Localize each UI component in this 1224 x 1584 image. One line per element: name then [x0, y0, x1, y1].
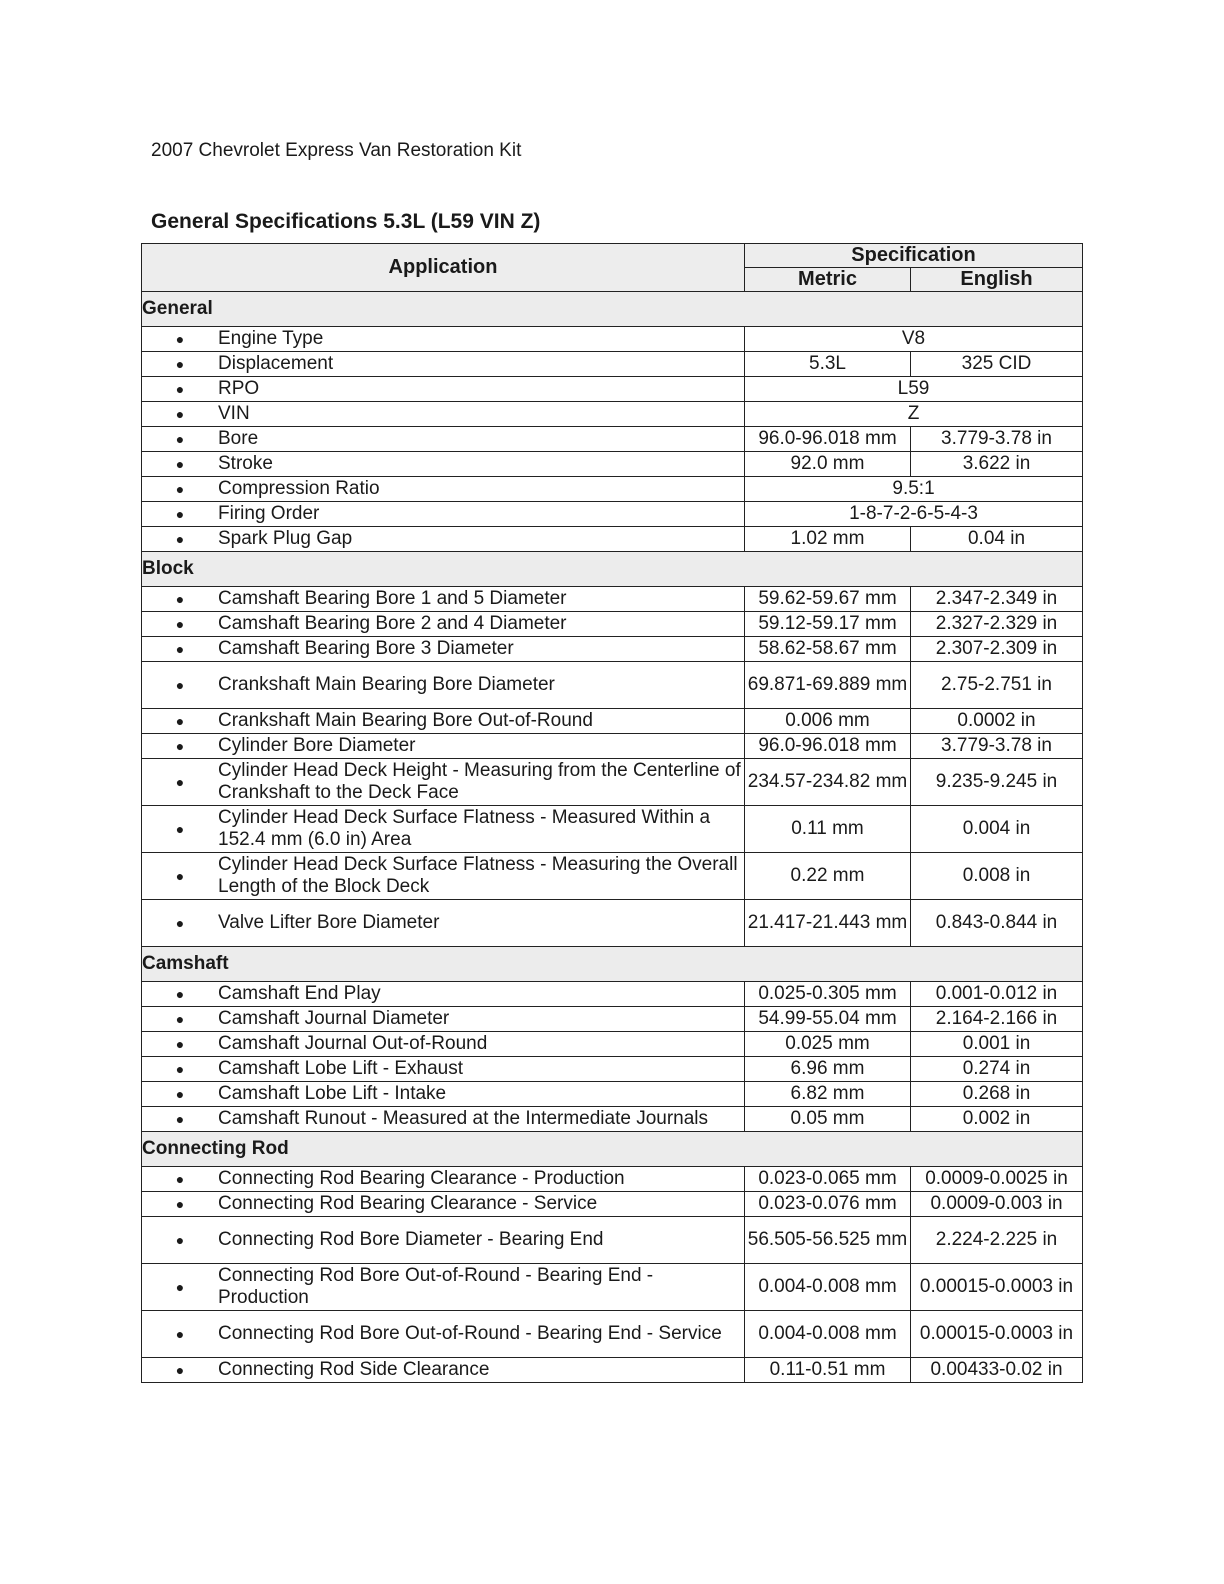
table-row — [142, 1358, 1083, 1383]
table-row — [142, 637, 1083, 662]
table-row — [142, 662, 1083, 709]
application-label: Camshaft Journal Diameter — [218, 1008, 450, 1029]
table-row — [142, 1057, 1083, 1082]
application-cell — [142, 1032, 745, 1057]
table-row — [142, 982, 1083, 1007]
bullet-icon: ● — [175, 1196, 185, 1212]
application-label: Connecting Rod Bearing Clearance - Production — [218, 1168, 625, 1189]
english-value: 2.347-2.349 in — [911, 587, 1083, 612]
english-value: 0.0009-0.003 in — [911, 1192, 1083, 1217]
application-cell — [142, 427, 745, 452]
application-cell — [142, 637, 745, 662]
english-value: 0.04 in — [911, 527, 1083, 552]
english-value: 2.75-2.751 in — [911, 662, 1083, 709]
metric-value: 56.505-56.525 mm — [745, 1217, 911, 1264]
section-row-general — [142, 292, 1083, 327]
application-cell — [142, 612, 745, 637]
bullet-icon: ● — [175, 506, 185, 522]
bullet-icon: ● — [175, 986, 185, 1002]
application-cell — [142, 1311, 745, 1358]
section-heading: Camshaft — [142, 947, 1083, 982]
bullet-icon: ● — [175, 677, 185, 693]
application-cell — [142, 900, 745, 947]
bullet-icon: ● — [175, 1111, 185, 1127]
specification-value: L59 — [745, 377, 1083, 402]
specification-value: V8 — [745, 327, 1083, 352]
english-value: 0.001-0.012 in — [911, 982, 1083, 1007]
application-label: Connecting Rod Bore Out-of-Round - Bearing End - Service — [218, 1323, 722, 1344]
english-value: 0.00433-0.02 in — [911, 1358, 1083, 1383]
bullet-icon: ● — [175, 406, 185, 422]
application-cell — [142, 1057, 745, 1082]
table-row — [142, 527, 1083, 552]
bullet-icon: ● — [175, 456, 185, 472]
metric-value: 0.11-0.51 mm — [745, 1358, 911, 1383]
specification-value: 1-8-7-2-6-5-4-3 — [745, 502, 1083, 527]
application-label: RPO — [218, 378, 260, 399]
english-value: 0.843-0.844 in — [911, 900, 1083, 947]
application-cell — [142, 1192, 745, 1217]
table-row — [142, 587, 1083, 612]
metric-value: 0.004-0.008 mm — [745, 1311, 911, 1358]
table-row — [142, 327, 1083, 352]
english-value: 0.001 in — [911, 1032, 1083, 1057]
metric-value: 59.62-59.67 mm — [745, 587, 911, 612]
bullet-icon: ● — [175, 1326, 185, 1342]
application-cell — [142, 853, 745, 900]
table-row — [142, 352, 1083, 377]
english-value: 0.0009-0.0025 in — [911, 1167, 1083, 1192]
metric-value: 96.0-96.018 mm — [745, 734, 911, 759]
bullet-icon: ● — [175, 738, 185, 754]
application-cell — [142, 1264, 745, 1311]
application-cell — [142, 502, 745, 527]
bullet-icon: ● — [175, 431, 185, 447]
table-row — [142, 402, 1083, 427]
application-label: Connecting Rod Side Clearance — [218, 1359, 490, 1380]
bullet-icon: ● — [175, 591, 185, 607]
application-cell — [142, 1217, 745, 1264]
metric-value: 6.82 mm — [745, 1082, 911, 1107]
metric-value: 1.02 mm — [745, 527, 911, 552]
specifications-table — [141, 243, 1083, 1383]
metric-value: 0.05 mm — [745, 1107, 911, 1132]
table-row — [142, 806, 1083, 853]
bullet-icon: ● — [175, 331, 185, 347]
english-value: 0.00015-0.0003 in — [911, 1311, 1083, 1358]
application-cell — [142, 527, 745, 552]
metric-value: 0.025 mm — [745, 1032, 911, 1057]
bullet-icon: ● — [175, 1086, 185, 1102]
application-cell — [142, 759, 745, 806]
table-row — [142, 900, 1083, 947]
bullet-icon: ● — [175, 915, 185, 931]
metric-value: 0.023-0.076 mm — [745, 1192, 911, 1217]
bullet-icon: ● — [175, 481, 185, 497]
metric-value: 6.96 mm — [745, 1057, 911, 1082]
application-cell — [142, 377, 745, 402]
application-label: Valve Lifter Bore Diameter — [218, 912, 440, 933]
application-cell — [142, 806, 745, 853]
metric-value: 0.025-0.305 mm — [745, 982, 911, 1007]
metric-value: 0.22 mm — [745, 853, 911, 900]
application-cell — [142, 709, 745, 734]
table-row — [142, 1007, 1083, 1032]
bullet-icon: ● — [175, 531, 185, 547]
english-value: 0.274 in — [911, 1057, 1083, 1082]
application-header: Application — [142, 244, 745, 292]
application-label: Cylinder Head Deck Surface Flatness - Measuring the Overall Length of the Block Deck — [218, 854, 738, 897]
table-row — [142, 427, 1083, 452]
specifications-body — [142, 292, 1083, 1383]
application-label: VIN — [218, 403, 250, 424]
metric-value: 234.57-234.82 mm — [745, 759, 911, 806]
section-heading: Connecting Rod — [142, 1132, 1083, 1167]
metric-value: 59.12-59.17 mm — [745, 612, 911, 637]
bullet-icon: ● — [175, 1171, 185, 1187]
bullet-icon: ● — [175, 641, 185, 657]
application-label: Crankshaft Main Bearing Bore Diameter — [218, 674, 555, 695]
english-header: English — [911, 268, 1083, 292]
section-heading: General — [142, 292, 1083, 327]
application-cell — [142, 734, 745, 759]
table-row — [142, 759, 1083, 806]
table-row — [142, 1192, 1083, 1217]
metric-value: 96.0-96.018 mm — [745, 427, 911, 452]
english-value: 0.0002 in — [911, 709, 1083, 734]
table-row — [142, 502, 1083, 527]
table-row — [142, 377, 1083, 402]
table-row — [142, 1082, 1083, 1107]
table-row — [142, 477, 1083, 502]
english-value: 2.307-2.309 in — [911, 637, 1083, 662]
bullet-icon: ● — [175, 1232, 185, 1248]
application-label: Camshaft Runout - Measured at the Intermediate Journals — [218, 1108, 709, 1129]
application-cell — [142, 1107, 745, 1132]
application-label: Connecting Rod Bore Diameter - Bearing End — [218, 1229, 604, 1250]
application-cell — [142, 662, 745, 709]
section-row-block — [142, 552, 1083, 587]
english-value: 0.008 in — [911, 853, 1083, 900]
section-heading: Block — [142, 552, 1083, 587]
bullet-icon: ● — [175, 1061, 185, 1077]
metric-value: 58.62-58.67 mm — [745, 637, 911, 662]
english-value: 0.268 in — [911, 1082, 1083, 1107]
application-label: Crankshaft Main Bearing Bore Out-of-Round — [218, 710, 593, 731]
bullet-icon: ● — [175, 1362, 185, 1378]
english-value: 0.00015-0.0003 in — [911, 1264, 1083, 1311]
bullet-icon: ● — [175, 1036, 185, 1052]
table-row — [142, 1167, 1083, 1192]
application-cell — [142, 452, 745, 477]
english-value: 0.002 in — [911, 1107, 1083, 1132]
application-label: Connecting Rod Bore Out-of-Round - Bearing End - Production — [218, 1265, 654, 1308]
table-row — [142, 1107, 1083, 1132]
english-value: 3.622 in — [911, 452, 1083, 477]
metric-header: Metric — [745, 268, 911, 292]
section-row-connecting-rod — [142, 1132, 1083, 1167]
application-label: Camshaft Journal Out-of-Round — [218, 1033, 488, 1054]
table-row — [142, 1264, 1083, 1311]
application-cell — [142, 1007, 745, 1032]
application-label: Camshaft Bearing Bore 2 and 4 Diameter — [218, 613, 567, 634]
application-label: Bore — [218, 428, 259, 449]
english-value: 325 CID — [911, 352, 1083, 377]
table-row — [142, 853, 1083, 900]
metric-value: 0.023-0.065 mm — [745, 1167, 911, 1192]
document-title: General Specifications 5.3L (L59 VIN Z) — [151, 210, 541, 233]
application-cell — [142, 587, 745, 612]
application-label: Cylinder Head Deck Surface Flatness - Measured Within a 152.4 mm (6.0 in) Area — [218, 807, 711, 850]
application-label: Firing Order — [218, 503, 320, 524]
english-value: 9.235-9.245 in — [911, 759, 1083, 806]
application-label: Camshaft Lobe Lift - Intake — [218, 1083, 447, 1104]
application-cell — [142, 352, 745, 377]
application-cell — [142, 1167, 745, 1192]
application-label: Spark Plug Gap — [218, 528, 353, 549]
metric-value: 92.0 mm — [745, 452, 911, 477]
application-label: Camshaft Bearing Bore 1 and 5 Diameter — [218, 588, 567, 609]
table-row — [142, 734, 1083, 759]
specification-value: Z — [745, 402, 1083, 427]
bullet-icon: ● — [175, 381, 185, 397]
bullet-icon: ● — [175, 868, 185, 884]
bullet-icon: ● — [175, 821, 185, 837]
application-label: Camshaft Bearing Bore 3 Diameter — [218, 638, 514, 659]
application-label: Compression Ratio — [218, 478, 380, 499]
application-cell — [142, 477, 745, 502]
metric-value: 54.99-55.04 mm — [745, 1007, 911, 1032]
english-value: 2.327-2.329 in — [911, 612, 1083, 637]
bullet-icon: ● — [175, 1011, 185, 1027]
table-row — [142, 452, 1083, 477]
specification-header: Specification — [745, 244, 1083, 268]
section-row-camshaft — [142, 947, 1083, 982]
application-label: Connecting Rod Bearing Clearance - Service — [218, 1193, 598, 1214]
table-row — [142, 1311, 1083, 1358]
application-cell — [142, 327, 745, 352]
application-label: Stroke — [218, 453, 273, 474]
application-cell — [142, 1358, 745, 1383]
metric-value: 0.11 mm — [745, 806, 911, 853]
bullet-icon: ● — [175, 774, 185, 790]
english-value: 0.004 in — [911, 806, 1083, 853]
english-value: 3.779-3.78 in — [911, 734, 1083, 759]
application-label: Cylinder Bore Diameter — [218, 735, 416, 756]
bullet-icon: ● — [175, 713, 185, 729]
metric-value: 0.004-0.008 mm — [745, 1264, 911, 1311]
bullet-icon: ● — [175, 356, 185, 372]
metric-value: 21.417-21.443 mm — [745, 900, 911, 947]
english-value: 3.779-3.78 in — [911, 427, 1083, 452]
specification-value: 9.5:1 — [745, 477, 1083, 502]
application-label: Engine Type — [218, 328, 324, 349]
application-cell — [142, 982, 745, 1007]
english-value: 2.164-2.166 in — [911, 1007, 1083, 1032]
application-cell — [142, 1082, 745, 1107]
document-header: 2007 Chevrolet Express Van Restoration Kit — [151, 140, 522, 161]
table-row — [142, 1032, 1083, 1057]
metric-value: 69.871-69.889 mm — [745, 662, 911, 709]
application-label: Displacement — [218, 353, 334, 374]
table-row — [142, 612, 1083, 637]
bullet-icon: ● — [175, 1279, 185, 1295]
table-row — [142, 709, 1083, 734]
application-label: Camshaft Lobe Lift - Exhaust — [218, 1058, 464, 1079]
application-cell — [142, 402, 745, 427]
table-row — [142, 1217, 1083, 1264]
application-label: Cylinder Head Deck Height - Measuring from the Centerline of Crankshaft to the Deck Face — [218, 760, 741, 803]
bullet-icon: ● — [175, 616, 185, 632]
metric-value: 5.3L — [745, 352, 911, 377]
application-label: Camshaft End Play — [218, 983, 381, 1004]
english-value: 2.224-2.225 in — [911, 1217, 1083, 1264]
metric-value: 0.006 mm — [745, 709, 911, 734]
